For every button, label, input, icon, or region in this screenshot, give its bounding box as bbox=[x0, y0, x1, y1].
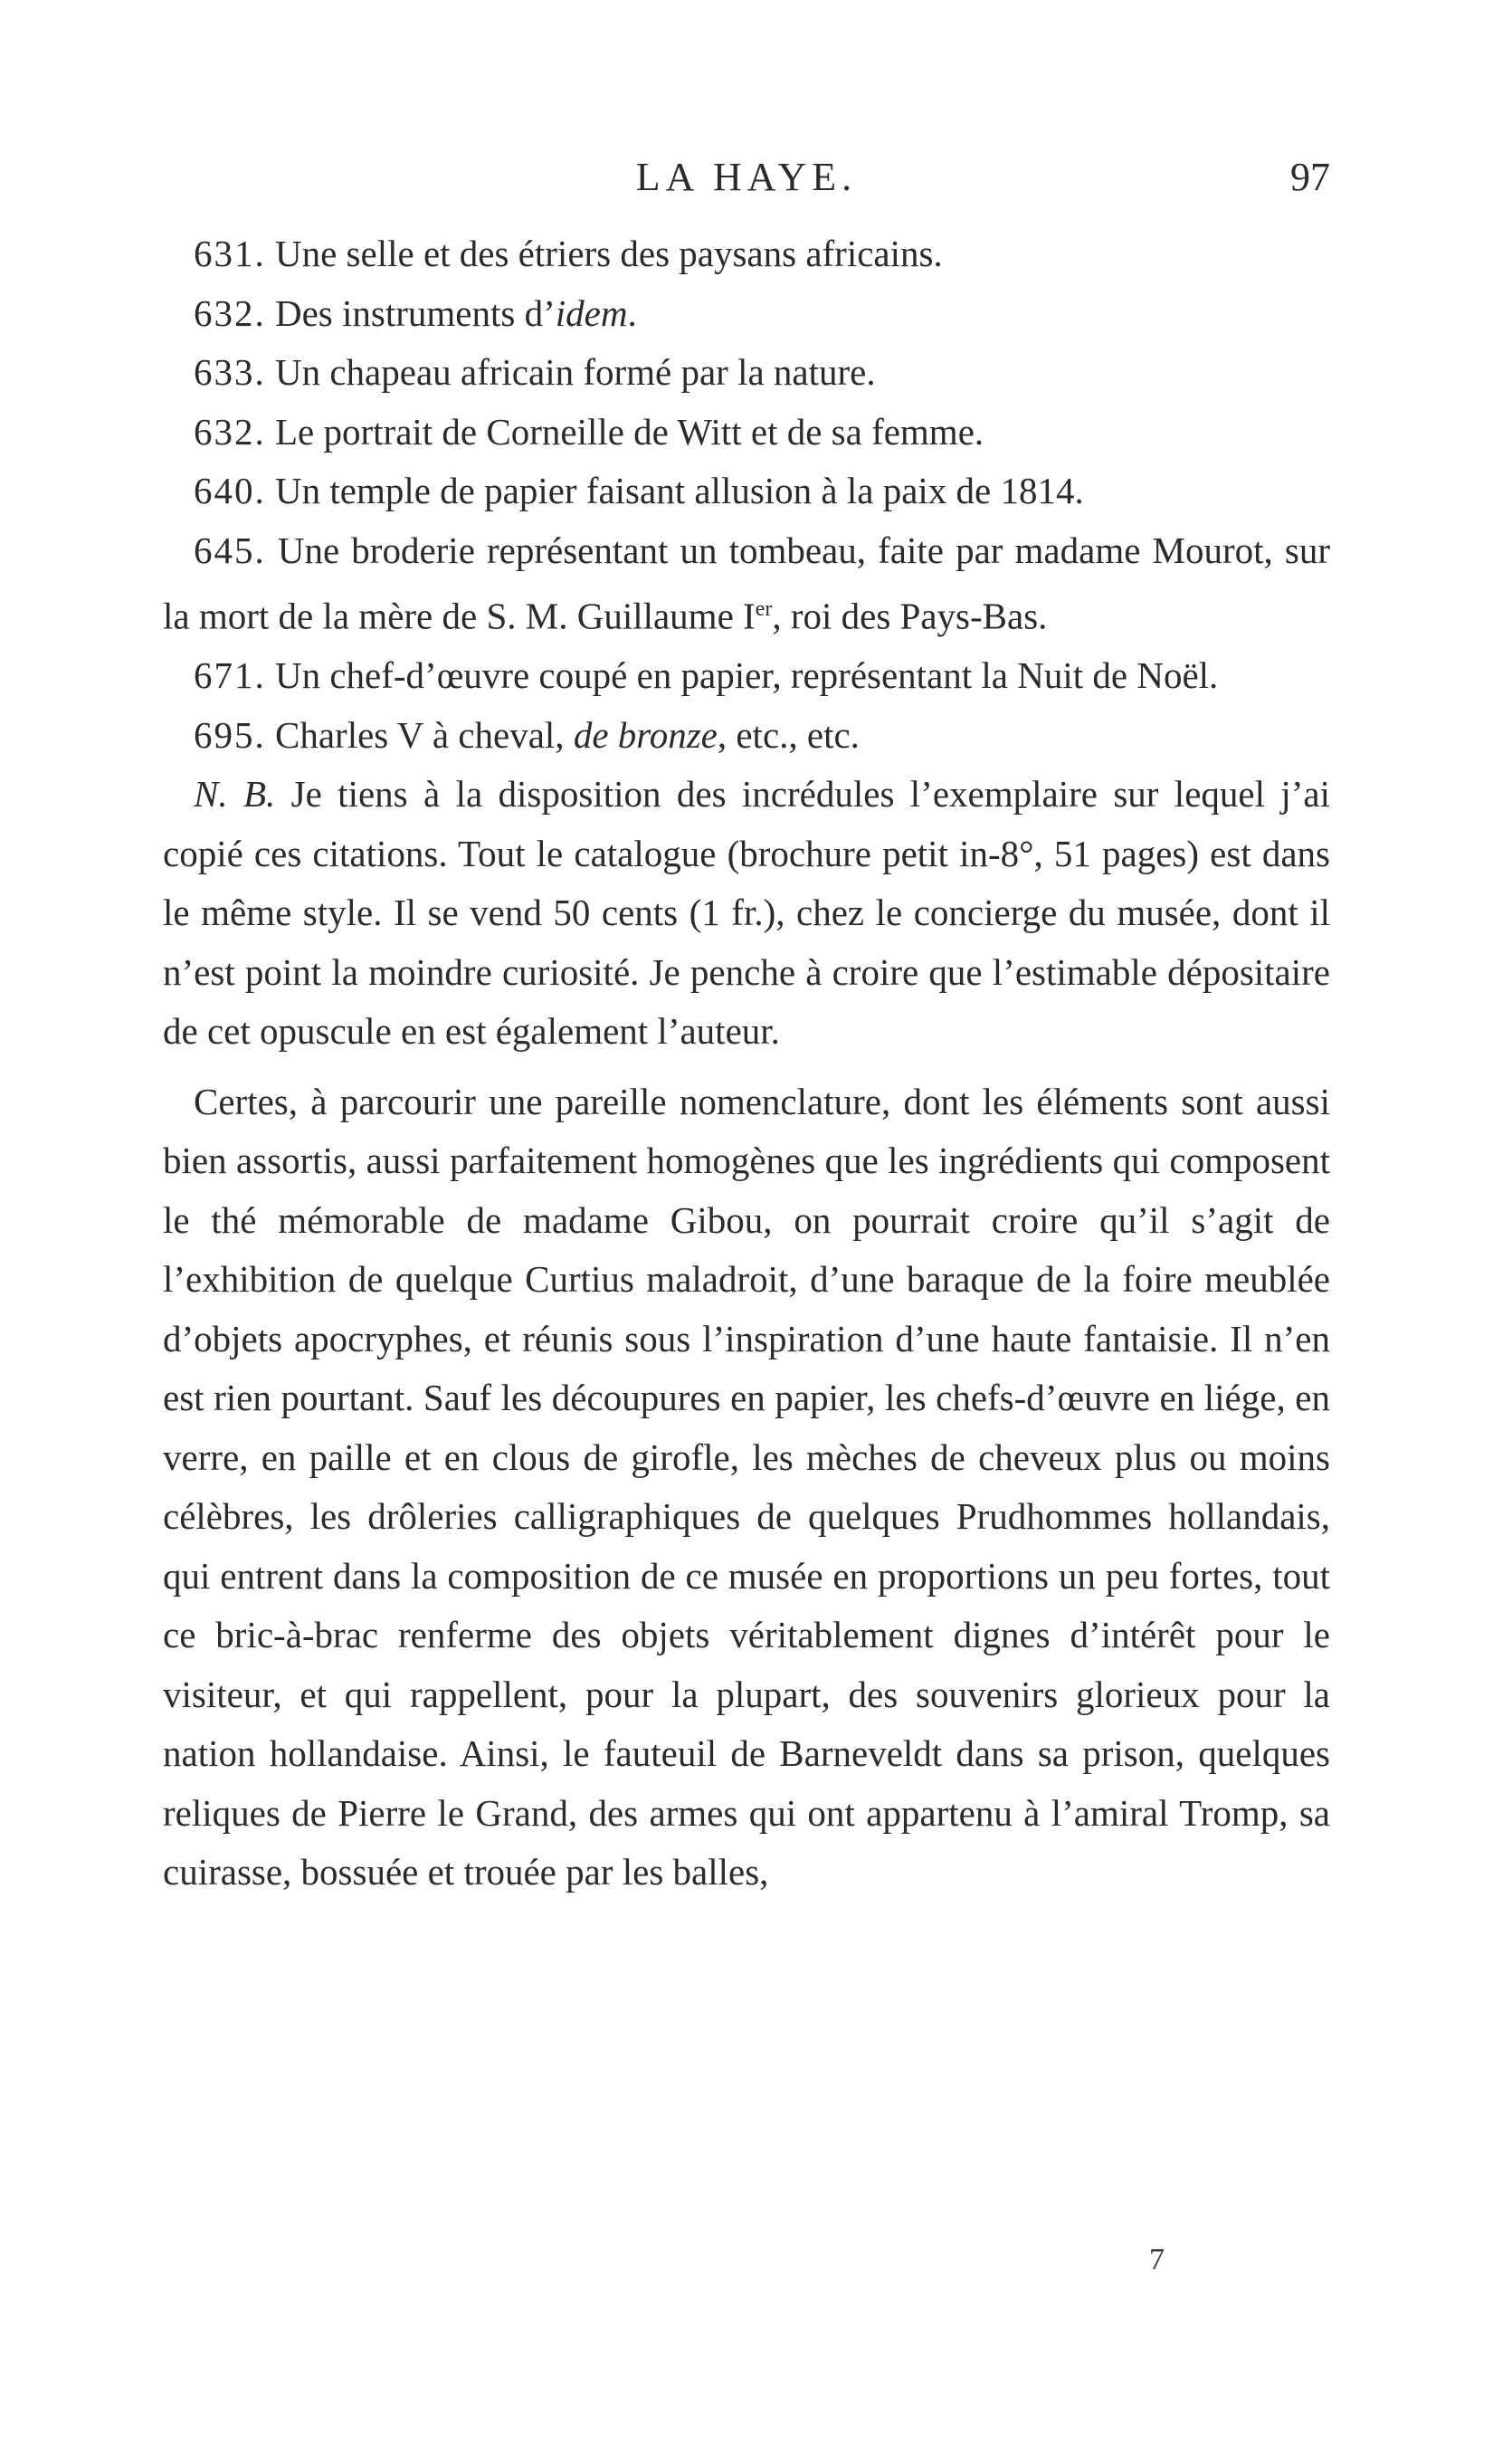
entry-number: 633. bbox=[194, 351, 266, 393]
entry-italic: idem bbox=[555, 291, 628, 334]
entry-number: 671. bbox=[194, 654, 266, 697]
catalogue-entry bbox=[163, 343, 1330, 403]
entry-number: 695. bbox=[194, 713, 266, 756]
nota-bene bbox=[163, 765, 1330, 1062]
running-head bbox=[163, 154, 1330, 208]
entry-superscript: er bbox=[755, 597, 773, 621]
note-text: Je tiens à la disposition des incrédules l’exemplaire sur lequel j’ai copié ces citations. Tout le catalogue (brochure petit in-8°, 51 pages) est dans le même style. Il se vend 50 cents (1 fr.), chez le concierge du musée, dont il n’est point la moindre curiosité. Je penche à croire que l’estimable dépositaire de cet opuscule en est également l’auteur. bbox=[163, 773, 1330, 1053]
page-number: 97 bbox=[1290, 155, 1330, 199]
catalogue-entry bbox=[163, 403, 1330, 463]
entry-text: Des instruments d’ bbox=[275, 291, 556, 334]
entry-italic: de bronze bbox=[573, 713, 718, 756]
catalogue-entry bbox=[163, 521, 1330, 647]
catalogue-entry bbox=[163, 706, 1330, 766]
entry-number: 632. bbox=[194, 291, 266, 334]
entry-text-after: . bbox=[627, 291, 637, 334]
catalogue-entry bbox=[163, 646, 1330, 706]
entry-text: Charles V à cheval, bbox=[275, 713, 574, 756]
entry-number: 631. bbox=[194, 233, 266, 274]
body-paragraph: Certes, à parcourir une pareille nomenclature, dont les éléments sont aussi bien assortis, aussi parfaitement homogènes que les ingrédients qui composent le thé mémorable de madame Gibou, on pourrait croire qu’il s’agit de l’exhibition de quelque Curtius maladroit, d’une baraque de la foire meublée d’objets apocryphes, et réunis sous l’inspiration d’une haute fantaisie. Il n’en est rien pourtant. Sauf les découpures en papier, les chefs-d’œuvre en liége, en verre, en paille et en clous de girofle, les mèches de cheveux plus ou moins célèbres, les drôleries calligraphiques de quelques Prudhommes hollandais, qui entrent dans la composition de ce musée en proportions un peu fortes, tout ce bric-à-brac renferme des objets véritablement dignes d’intérêt pour le visiteur, et qui rappellent, pour la plupart, des souvenirs glorieux pour la nation hollandaise. Ainsi, le fauteuil de Barneveldt dans sa prison, quelques reliques de Pierre le Grand, des armes qui ont appartenu à l’amiral Tromp, sa cuirasse, bossuée et trouée par les balles, bbox=[163, 1080, 1330, 1893]
catalogue-entry bbox=[163, 462, 1330, 521]
entry-text: Un chapeau africain formé par la nature. bbox=[275, 351, 876, 393]
entry-text-after: , roi des Pays-Bas. bbox=[772, 595, 1048, 637]
page-body bbox=[163, 224, 1330, 1903]
entry-text: Un temple de papier faisant allusion à la paix de 1814. bbox=[275, 470, 1084, 511]
entry-text-after: , etc., etc. bbox=[717, 713, 860, 756]
signature-mark: 7 bbox=[1149, 2243, 1165, 2276]
running-title: LA HAYE. bbox=[635, 155, 858, 199]
entry-text: Le portrait de Corneille de Witt et de sa femme. bbox=[275, 410, 984, 453]
entry-number: 632. bbox=[194, 410, 266, 453]
entry-number: 645. bbox=[194, 529, 266, 571]
entry-number: 640. bbox=[194, 470, 266, 511]
entry-text: Une broderie représentant un tombeau, faite par madame Mourot, sur la mort de la mère de S. M. Guillaume I bbox=[163, 529, 1330, 637]
catalogue-entry bbox=[163, 224, 1330, 284]
entry-text: Un chef-d’œuvre coupé en papier, représentant la Nuit de Noël. bbox=[275, 654, 1219, 697]
entry-text: Une selle et des étriers des paysans africains. bbox=[275, 233, 943, 274]
catalogue-entry bbox=[163, 284, 1330, 344]
note-label: N. B. bbox=[194, 773, 276, 816]
